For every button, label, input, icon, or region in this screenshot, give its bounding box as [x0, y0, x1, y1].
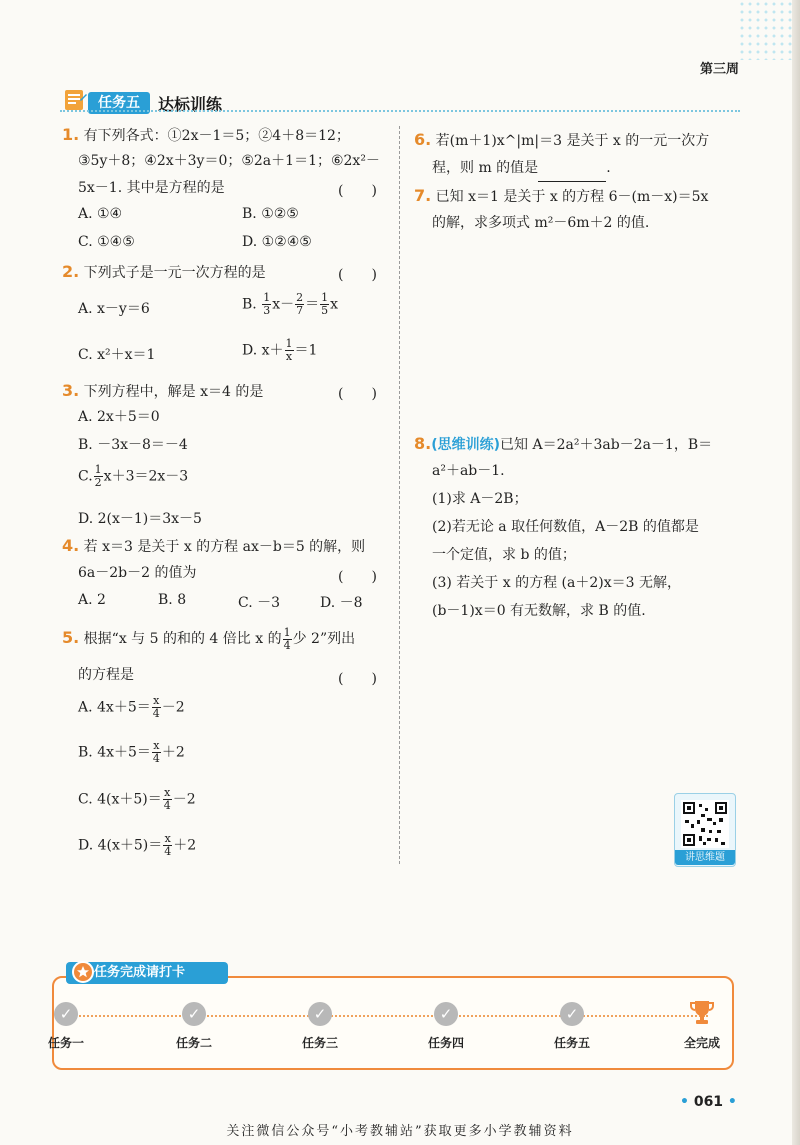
page-number [680, 1094, 737, 1110]
check-icon: ✓ [182, 1002, 206, 1026]
question-1-line2: ③5y＋8；④2x＋3y＝0；⑤2a＋1＝1；⑥2x²－ [78, 153, 380, 169]
answer-paren: ( ) [338, 183, 377, 199]
option-d: D. 2(x－1)＝3x－5 [78, 511, 202, 527]
question-8-line2: a²＋ab－1. [432, 463, 505, 479]
question-text: 已知 A＝2a²＋3ab－2a－1，B＝ [500, 437, 713, 453]
question-number: 5. [62, 628, 80, 647]
denominator: 7 [296, 304, 304, 317]
question-8-part3-line2: (b－1)x＝0 有无数解，求 B 的值. [432, 603, 646, 619]
answer-paren: ( ) [338, 671, 377, 687]
question-2 [62, 258, 266, 287]
expr: ＋2 [173, 837, 197, 854]
step-label: 任务一 [47, 1036, 84, 1050]
qr-code-icon [681, 800, 729, 848]
question-4-line2: 6a－2b－2 的值为 [78, 565, 197, 581]
check-icon: ✓ [560, 1002, 584, 1026]
question-number: 1. [62, 125, 80, 144]
page-number-text: 061 [693, 1094, 724, 1110]
check-icon: ✓ [54, 1002, 78, 1026]
question-7-line2: 的解，求多项式 m²－6m＋2 的值. [432, 215, 650, 231]
denominator: 2 [94, 476, 102, 489]
expr: D. x＋ [242, 342, 284, 359]
check-icon: ✓ [434, 1002, 458, 1026]
expr: ＋2 [161, 744, 185, 761]
page-edge [792, 0, 800, 1145]
decorative-dots [738, 0, 800, 60]
question-5-line2: 的方程是 [78, 667, 134, 683]
fraction [163, 833, 172, 858]
header-divider [60, 110, 740, 112]
option-a: A. x－y＝6 [78, 301, 150, 317]
step-label: 任务三 [301, 1036, 338, 1050]
question-number: 2. [62, 262, 80, 281]
denominator: 4 [163, 799, 171, 812]
expr: ＝ [305, 296, 320, 313]
question-number: 8. [414, 434, 432, 453]
denominator: x [285, 350, 293, 363]
option-a [78, 695, 185, 720]
expr: x＋3＝2x－3 [103, 468, 189, 485]
fraction [152, 740, 161, 765]
fraction [295, 292, 304, 317]
denominator: 4 [152, 752, 160, 765]
option-b: B. ①②⑤ [242, 206, 299, 222]
step-task-1[interactable] [38, 1002, 94, 1051]
numerator: 1 [321, 291, 329, 304]
section-title: 达标训练 [158, 95, 223, 114]
question-text: 程，则 m 的值是 [432, 160, 539, 176]
question-6 [414, 126, 709, 155]
fraction [94, 464, 103, 489]
column-divider [399, 126, 400, 864]
question-8 [414, 430, 712, 459]
denominator: 4 [164, 845, 172, 858]
question-number: 7. [414, 186, 432, 205]
fraction [163, 787, 172, 812]
denominator: 3 [263, 304, 271, 317]
fraction [262, 292, 271, 317]
question-5 [62, 624, 355, 653]
star-badge-icon [70, 960, 96, 986]
option-a: A. ①④ [78, 206, 123, 222]
step-label: 任务二 [175, 1036, 212, 1050]
question-text: 已知 x＝1 是关于 x 的方程 6－(m－x)＝5x [435, 189, 709, 205]
question-text: 若 x＝3 是关于 x 的方程 ax－b＝5 的解，则 [83, 539, 366, 555]
option-d: D. －8 [320, 595, 363, 611]
answer-paren: ( ) [338, 267, 377, 283]
fraction [152, 695, 161, 720]
numerator: 1 [94, 463, 102, 476]
question-text: 根据“x 与 5 的和的 4 倍比 x 的 [83, 631, 282, 647]
fraction [320, 292, 329, 317]
denominator: 5 [321, 304, 329, 317]
progress-track [68, 1015, 708, 1017]
numerator: x [164, 832, 171, 845]
week-label: 第三周 [700, 62, 740, 77]
option-b [78, 740, 185, 765]
option-b [242, 292, 338, 317]
option-a: A. 2x＋5＝0 [78, 409, 160, 425]
check-icon: ✓ [308, 1002, 332, 1026]
numerator: 2 [296, 291, 304, 304]
expr: x [330, 296, 339, 313]
numerator: 1 [263, 291, 271, 304]
notepad-icon [62, 86, 88, 112]
step-task-4[interactable] [418, 1002, 474, 1051]
numerator: x [153, 694, 160, 707]
question-text: 下列式子是一元一次方程的是 [83, 265, 266, 281]
checkin-title: 任务完成请打卡 [66, 962, 228, 984]
option-c [78, 464, 188, 489]
option-a: A. 2 [78, 592, 106, 608]
expr: C. 4(x＋5)＝ [78, 791, 162, 808]
question-3 [62, 377, 263, 406]
option-c: C. －3 [238, 595, 281, 611]
denominator: 4 [152, 707, 160, 720]
dot-icon: • [723, 1094, 737, 1110]
task-badge: 任务五 [88, 92, 150, 114]
question-4 [62, 532, 365, 561]
question-8-part1: (1)求 A－2B； [432, 491, 528, 507]
option-d [78, 833, 196, 858]
expr: －2 [161, 699, 185, 716]
dot-icon: • [680, 1094, 694, 1110]
question-text: 若(m＋1)x^|m|＝3 是关于 x 的一元一次方 [435, 133, 710, 149]
expr: D. 4(x＋5)＝ [78, 837, 163, 854]
numerator: x [153, 739, 160, 752]
expr: x－ [272, 296, 295, 313]
step-all-complete[interactable] [674, 998, 730, 1051]
question-1-line3: 5x－1. 其中是方程的是 [78, 180, 225, 196]
denominator: 4 [283, 638, 291, 652]
expr: A. 4x＋5＝ [78, 699, 151, 716]
answer-paren: ( ) [338, 569, 377, 585]
question-number: 6. [414, 130, 432, 149]
qr-label: 讲思维题 [675, 850, 735, 865]
step-task-2[interactable] [166, 1002, 222, 1051]
question-number: 3. [62, 381, 80, 400]
step-task-3[interactable] [292, 1002, 348, 1051]
step-label: 任务五 [553, 1036, 590, 1050]
question-7 [414, 182, 708, 211]
thinking-tag: (思维训练) [431, 437, 501, 453]
option-c [78, 787, 196, 812]
option-b: B. －3x－8＝－4 [78, 437, 188, 453]
question-text: 下列方程中，解是 x＝4 的是 [83, 384, 264, 400]
trophy-icon [688, 998, 716, 1028]
answer-blank[interactable] [538, 167, 606, 182]
question-text: . [606, 160, 611, 176]
footer-note: 关注微信公众号“小考教辅站”获取更多小学教辅资料 [226, 1124, 574, 1139]
numerator: 1 [285, 337, 293, 350]
question-text: 少 2”列出 [292, 631, 356, 647]
option-label: C. [78, 468, 93, 485]
expr: ＝1 [294, 342, 318, 359]
fraction [283, 627, 292, 652]
option-b: B. 8 [158, 592, 187, 608]
question-8-part2: (2)若无论 a 取任何数值，A－2B 的值都是 [432, 519, 699, 535]
question-text: 有下列各式：①2x－1＝5；②4＋8＝12； [83, 128, 350, 144]
qr-code-card[interactable] [674, 793, 736, 867]
option-c: C. x²＋x＝1 [78, 347, 156, 363]
question-number: 4. [62, 536, 80, 555]
question-6-line2 [432, 155, 611, 182]
question-8-part2-line2: 一个定值，求 b 的值； [432, 547, 576, 563]
step-label: 全完成 [683, 1036, 720, 1050]
numerator: x [164, 786, 171, 799]
answer-paren: ( ) [338, 386, 377, 402]
step-label: 任务四 [427, 1036, 464, 1050]
option-label: B. [242, 296, 257, 313]
option-d [242, 338, 317, 363]
question-1 [62, 121, 350, 150]
question-8-part3: (3) 若关于 x 的方程 (a＋2)x＝3 无解， [432, 575, 681, 591]
fraction [285, 338, 294, 363]
option-c: C. ①④⑤ [78, 234, 135, 250]
checkin-panel [52, 976, 734, 1070]
expr: －2 [172, 791, 196, 808]
option-d: D. ①②④⑤ [242, 234, 312, 250]
numerator: 1 [283, 625, 291, 639]
expr: B. 4x＋5＝ [78, 744, 151, 761]
step-task-5[interactable] [544, 1002, 600, 1051]
